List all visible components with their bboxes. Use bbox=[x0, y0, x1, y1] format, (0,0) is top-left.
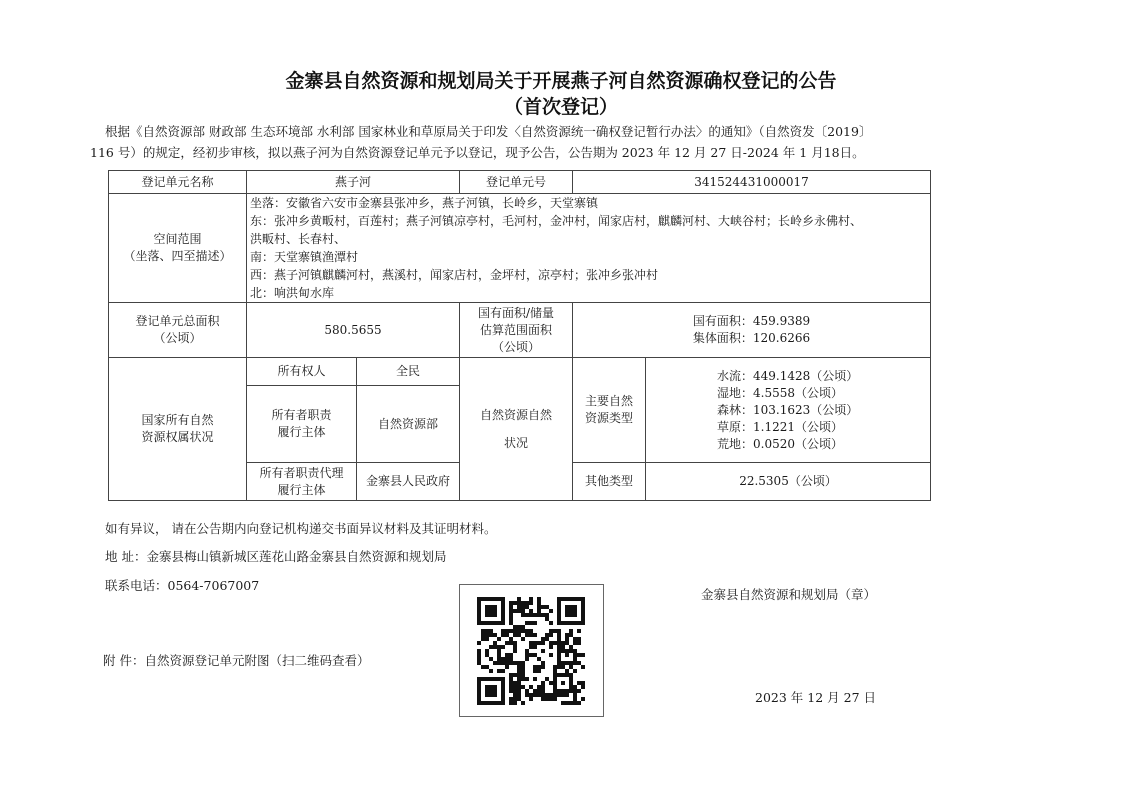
ownership-label-line-1: 国家所有自然 bbox=[141, 413, 214, 427]
phone-line: 联系电话：0564-7067007 bbox=[105, 578, 260, 593]
range-label bbox=[109, 194, 247, 303]
range-line: 东：张冲乡黄畈村，百莲村；燕子河镇凉亭村，毛河村，金冲村，闻家店村，麒麟河村、大峡谷村；长岭乡永佛村、 bbox=[250, 214, 863, 228]
duty-label bbox=[247, 386, 357, 463]
ownership-label-line-2: 资源权属状况 bbox=[141, 430, 214, 444]
type-line: 湿地：4.5558（公顷） bbox=[717, 385, 844, 400]
main-type-values bbox=[646, 358, 931, 463]
type-line: 草原：1.1221（公顷） bbox=[717, 419, 844, 434]
status-label-line-2: 状况 bbox=[504, 436, 529, 450]
type-line: 森林：103.1623（公顷） bbox=[717, 402, 859, 417]
unit-no-value: 341524431000017 bbox=[573, 171, 931, 194]
range-line: 坐落：安徽省六安市金寨县张冲乡，燕子河镇，长岭乡，天堂寨镇 bbox=[250, 196, 599, 210]
state-area-value bbox=[573, 303, 931, 358]
state-area-label-line-2: 估算范围面积 bbox=[480, 322, 553, 337]
total-area-value: 580.5655 bbox=[247, 303, 460, 358]
duty-value: 自然资源部 bbox=[357, 386, 460, 463]
unit-name-value: 燕子河 bbox=[247, 171, 460, 194]
notice-subtitle: （首次登记） bbox=[503, 96, 618, 118]
range-line: 洪畈村、长春村、 bbox=[250, 232, 347, 246]
agent-value: 金寨县人民政府 bbox=[357, 463, 460, 501]
ownership-label bbox=[109, 358, 247, 501]
objection-note: 如有异议， 请在公告期内向登记机构递交书面异议材料及其证明材料。 bbox=[105, 521, 497, 536]
address-line: 地 址：金寨县梅山镇新城区莲花山路金寨县自然资源和规划局 bbox=[105, 549, 447, 564]
unit-no-label: 登记单元号 bbox=[460, 171, 573, 194]
range-line: 北：响洪甸水库 bbox=[250, 286, 335, 300]
agent-label-line-2: 履行主体 bbox=[277, 482, 326, 497]
total-area-label bbox=[109, 303, 247, 358]
issuer-seal: 金寨县自然资源和规划局（章） bbox=[701, 587, 877, 602]
range-line: 西：燕子河镇麒麟河村，燕溪村，闻家店村，金坪村，凉亭村；张冲乡张冲村 bbox=[250, 268, 659, 282]
main-type-label bbox=[573, 358, 646, 463]
owner-label: 所有权人 bbox=[247, 358, 357, 386]
state-area-label bbox=[460, 303, 573, 358]
state-area-value-line-1: 国有面积：459.9389 bbox=[692, 314, 811, 328]
range-description bbox=[247, 194, 931, 303]
intro-line-1: 根据《自然资源部 财政部 生态环境部 水利部 国家林业和草原局关于印发〈自然资源统一确权登记暂行办法〉的通知》（自然资发〔2019〕 bbox=[105, 124, 872, 139]
qr-code-icon bbox=[477, 597, 585, 705]
state-area-label-line-3: （公顷） bbox=[492, 339, 541, 354]
attachment-line: 附 件：自然资源登记单元附图（扫二维码查看） bbox=[103, 653, 370, 668]
state-area-value-line-2: 集体面积：120.6266 bbox=[692, 331, 811, 345]
other-type-label: 其他类型 bbox=[573, 463, 646, 501]
status-label-line-1: 自然资源自然 bbox=[480, 408, 553, 422]
total-area-label-line-2: （公顷） bbox=[153, 331, 202, 345]
agent-label-line-1: 所有者职责代理 bbox=[259, 465, 344, 480]
main-type-label-line-2: 资源类型 bbox=[585, 411, 634, 425]
owner-value: 全民 bbox=[357, 358, 460, 386]
other-type-value: 22.5305（公顷） bbox=[646, 463, 931, 501]
state-area-label-line-1: 国有面积/储量 bbox=[477, 305, 555, 320]
range-line: 南：天堂寨镇渔潭村 bbox=[250, 250, 359, 264]
type-line: 水流：449.1428（公顷） bbox=[717, 368, 859, 383]
qr-code[interactable] bbox=[459, 584, 604, 717]
intro-paragraph bbox=[90, 121, 970, 163]
duty-label-line-1: 所有者职责 bbox=[271, 408, 332, 422]
registration-table bbox=[108, 170, 931, 501]
duty-label-line-2: 履行主体 bbox=[277, 425, 326, 439]
status-label bbox=[460, 358, 573, 501]
range-label-line-2: （坐落、四至描述） bbox=[123, 249, 232, 263]
issue-date: 2023 年 12 月 27 日 bbox=[755, 690, 876, 705]
type-line: 荒地：0.0520（公顷） bbox=[717, 436, 844, 451]
notice-title: 金寨县自然资源和规划局关于开展燕子河自然资源确权登记的公告 bbox=[285, 70, 837, 92]
intro-line-2: 116 号）的规定，经初步审核，拟以燕子河为自然资源登记单元予以登记，现予公告，公告期为 2023 年 12 月 27 日-2024 年 1 月18日。 bbox=[90, 145, 865, 160]
main-type-label-line-1: 主要自然 bbox=[585, 394, 634, 408]
total-area-label-line-1: 登记单元总面积 bbox=[135, 314, 220, 328]
range-label-line-1: 空间范围 bbox=[153, 232, 202, 246]
agent-label bbox=[247, 463, 357, 501]
unit-name-label: 登记单元名称 bbox=[109, 171, 247, 194]
